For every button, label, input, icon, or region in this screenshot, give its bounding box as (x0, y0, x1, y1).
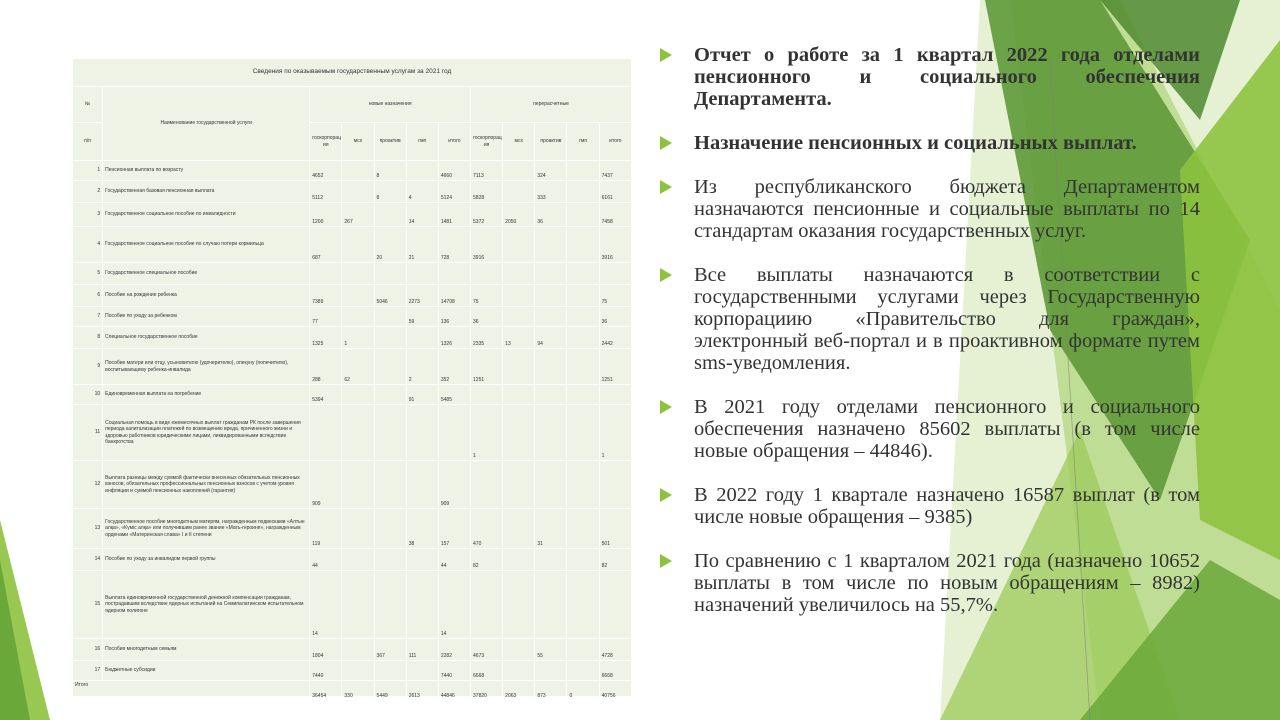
subheader-cell: мсх (342, 123, 374, 161)
service-name: Единовременная выплата на погребение (103, 385, 310, 405)
table-row (73, 549, 632, 571)
table-row (73, 461, 632, 509)
value-cell: 59 (406, 307, 438, 327)
value-cell (503, 639, 535, 661)
value-cell: 1251 (599, 349, 631, 385)
value-cell: 2273 (406, 285, 438, 307)
value-cell (503, 661, 535, 681)
value-cell: 6668 (599, 661, 631, 681)
value-cell (342, 661, 374, 681)
value-cell: 13 (503, 327, 535, 349)
value-cell: 7113 (471, 161, 503, 181)
total-value: 36454 (310, 681, 342, 701)
value-cell (342, 227, 374, 263)
value-cell (471, 263, 503, 285)
value-cell: 352 (438, 349, 470, 385)
total-row (73, 681, 632, 701)
value-cell: 324 (535, 161, 567, 181)
value-cell (503, 263, 535, 285)
value-cell (567, 509, 599, 549)
value-cell (567, 349, 599, 385)
bullet-arrow-icon (660, 180, 672, 194)
value-cell (342, 509, 374, 549)
table-row (73, 227, 632, 263)
bullet-item (660, 44, 1200, 110)
value-cell (471, 461, 503, 509)
service-name: Пособие по уходу за ребенком (103, 307, 310, 327)
value-cell (503, 571, 535, 639)
value-cell (535, 461, 567, 509)
value-cell (406, 161, 438, 181)
service-name: Бюджетные субсидии (103, 661, 310, 681)
value-cell (374, 549, 406, 571)
bullet-item (660, 264, 1200, 374)
value-cell (342, 639, 374, 661)
service-name: Пособия многодетным семьям (103, 639, 310, 661)
table-row (73, 161, 632, 181)
value-cell (471, 385, 503, 405)
table-row (73, 385, 632, 405)
value-cell: 1251 (471, 349, 503, 385)
subheader-cell: госкорпорац ия (471, 123, 503, 161)
value-cell (374, 307, 406, 327)
value-cell: 119 (310, 509, 342, 549)
table-row (73, 509, 632, 549)
value-cell (406, 571, 438, 639)
value-cell: 501 (599, 509, 631, 549)
value-cell (535, 571, 567, 639)
table-row (73, 203, 632, 227)
value-cell: 288 (310, 349, 342, 385)
value-cell (599, 461, 631, 509)
value-cell: 7437 (599, 161, 631, 181)
value-cell (535, 285, 567, 307)
header-new-assignments: новые назначения (310, 87, 471, 123)
value-cell: 2050 (503, 203, 535, 227)
value-cell: 36 (471, 307, 503, 327)
value-cell: 7389 (310, 285, 342, 307)
value-cell: 4660 (438, 161, 470, 181)
total-label: Итого (73, 681, 310, 701)
value-cell: 82 (471, 549, 503, 571)
row-number: 11 (73, 405, 103, 461)
row-number: 13 (73, 509, 103, 549)
value-cell (567, 661, 599, 681)
subheader-cell: проактив (374, 123, 406, 161)
value-cell: 75 (599, 285, 631, 307)
bullet-text: В 2022 году 1 квартале назначено 16587 выплат (в том числе новые обращения – 9385) (694, 484, 1200, 528)
value-cell: 1326 (438, 327, 470, 349)
row-number: 6 (73, 285, 103, 307)
service-name: Выплата разницы между суммой фактически внесенных обязательных пенсионных взносов, обязательных профессиональных пенсионных взносов с учетом уровня инфляции и суммой пенсионных накоплений (гарантия) (103, 461, 310, 509)
value-cell: 36 (599, 307, 631, 327)
value-cell (374, 661, 406, 681)
value-cell (535, 385, 567, 405)
value-cell: 44 (438, 549, 470, 571)
service-name: Пособие на рождение ребенка (103, 285, 310, 307)
value-cell (503, 549, 535, 571)
value-cell (406, 549, 438, 571)
row-number: 12 (73, 461, 103, 509)
value-cell (567, 285, 599, 307)
value-cell: 44 (310, 549, 342, 571)
value-cell (374, 509, 406, 549)
value-cell (599, 263, 631, 285)
value-cell: 909 (438, 461, 470, 509)
value-cell: 4673 (471, 639, 503, 661)
value-cell (567, 639, 599, 661)
bullet-text: В 2021 году отделами пенсионного и социального обеспечения назначено 85602 выплаты (в том числе новые обращения – 44846). (694, 396, 1200, 462)
value-cell (535, 263, 567, 285)
value-cell: 1 (599, 405, 631, 461)
bullet-text: Назначение пенсионных и социальных выплат. (694, 132, 1137, 154)
value-cell: 14 (310, 571, 342, 639)
services-table-image (72, 58, 632, 699)
value-cell: 36 (535, 203, 567, 227)
value-cell (406, 263, 438, 285)
value-cell: 75 (471, 285, 503, 307)
value-cell (567, 181, 599, 203)
value-cell (567, 161, 599, 181)
value-cell: 5046 (374, 285, 406, 307)
value-cell: 6668 (471, 661, 503, 681)
value-cell (342, 571, 374, 639)
value-cell (567, 461, 599, 509)
value-cell: 1481 (438, 203, 470, 227)
total-value: 330 (342, 681, 374, 701)
value-cell: 2282 (438, 639, 470, 661)
value-cell: 8 (374, 161, 406, 181)
value-cell (342, 405, 374, 461)
service-name: Пособие по уходу за инвалидом первой группы (103, 549, 310, 571)
value-cell (503, 385, 535, 405)
value-cell (503, 509, 535, 549)
service-name: Специальное государственное пособие (103, 327, 310, 349)
value-cell: 77 (310, 307, 342, 327)
value-cell (567, 263, 599, 285)
value-cell: 8 (374, 181, 406, 203)
value-cell: 728 (438, 227, 470, 263)
table-row (73, 181, 632, 203)
value-cell (342, 385, 374, 405)
value-cell: 2335 (471, 327, 503, 349)
value-cell (374, 327, 406, 349)
row-number: 9 (73, 349, 103, 385)
row-number: 16 (73, 639, 103, 661)
value-cell: 5828 (471, 181, 503, 203)
header-num: № (73, 87, 103, 123)
value-cell: 470 (471, 509, 503, 549)
value-cell (567, 327, 599, 349)
service-name: Пособие матери или отцу, усыновителю (удочерителю), опекуну (попечителю), воспитывающему ребенка-инвалида (103, 349, 310, 385)
header-service-name: Наименование государственной услуги (103, 87, 310, 161)
bullet-item (660, 132, 1200, 154)
row-number: 5 (73, 263, 103, 285)
subheader-cell: гмп (406, 123, 438, 161)
service-name: Выплата единовременной государственной денежной компенсации гражданам, пострадавшим вследствие ядерных испытаний на Семипалатинском испытательном ядерном полигоне (103, 571, 310, 639)
value-cell (535, 227, 567, 263)
value-cell: 5124 (438, 181, 470, 203)
value-cell: 38 (406, 509, 438, 549)
total-value: 2613 (406, 681, 438, 701)
total-value: 5449 (374, 681, 406, 701)
service-name: Государственное социальное пособие по инвалидности (103, 203, 310, 227)
value-cell: 14708 (438, 285, 470, 307)
value-cell (342, 263, 374, 285)
value-cell: 111 (406, 639, 438, 661)
value-cell (567, 571, 599, 639)
value-cell: 20 (374, 227, 406, 263)
services-table (72, 58, 632, 701)
row-number: 14 (73, 549, 103, 571)
value-cell (406, 661, 438, 681)
value-cell (567, 203, 599, 227)
value-cell: 4652 (310, 161, 342, 181)
value-cell (342, 461, 374, 509)
value-cell: 1804 (310, 639, 342, 661)
value-cell: 1 (342, 327, 374, 349)
bullet-text: Отчет о работе за 1 квартал 2022 года отделами пенсионного и социального обеспечения Департамента. (694, 44, 1200, 110)
value-cell (374, 263, 406, 285)
value-cell: 62 (342, 349, 374, 385)
bullet-text: Все выплаты назначаются в соответствии с государственными услугами через Государственную корпорациию «Правительство для граждан», электронный веб-портал и в проактивном формате путем sms-уведомления. (694, 264, 1200, 374)
service-name: Государственное специальное пособие (103, 263, 310, 285)
value-cell (374, 349, 406, 385)
bullet-arrow-icon (660, 400, 672, 414)
bullet-arrow-icon (660, 554, 672, 568)
value-cell (567, 385, 599, 405)
bullet-arrow-icon (660, 48, 672, 62)
value-cell: 91 (406, 385, 438, 405)
value-cell: 687 (310, 227, 342, 263)
row-number: 1 (73, 161, 103, 181)
value-cell: 55 (535, 639, 567, 661)
bullet-item (660, 176, 1200, 242)
value-cell (535, 549, 567, 571)
value-cell: 4728 (599, 639, 631, 661)
value-cell: 14 (438, 571, 470, 639)
subheader-cell: гмп (567, 123, 599, 161)
value-cell: 157 (438, 509, 470, 549)
value-cell (471, 571, 503, 639)
value-cell (599, 571, 631, 639)
value-cell (567, 307, 599, 327)
value-cell: 3916 (599, 227, 631, 263)
row-number: 4 (73, 227, 103, 263)
value-cell (503, 227, 535, 263)
value-cell: 909 (310, 461, 342, 509)
value-cell (374, 405, 406, 461)
table-row (73, 263, 632, 285)
service-name: Государственное пособие многодетным матерям, награжденным подвесками «Алтын алқа», «Күміс алқа» или получившим ранее звание «Мать-героиня», награжденным орденами «Материнская слава» I и II степени (103, 509, 310, 549)
row-number: 15 (73, 571, 103, 639)
table-row (73, 405, 632, 461)
value-cell (503, 405, 535, 461)
bullet-list (660, 44, 1200, 638)
value-cell (438, 405, 470, 461)
value-cell: 14 (406, 203, 438, 227)
bullet-item (660, 484, 1200, 528)
value-cell (438, 263, 470, 285)
value-cell (535, 661, 567, 681)
value-cell: 367 (374, 639, 406, 661)
row-number: 10 (73, 385, 103, 405)
value-cell (374, 203, 406, 227)
table-row (73, 639, 632, 661)
value-cell: 136 (438, 307, 470, 327)
table-row (73, 285, 632, 307)
value-cell (342, 181, 374, 203)
value-cell (342, 161, 374, 181)
value-cell: 1325 (310, 327, 342, 349)
value-cell (535, 405, 567, 461)
value-cell: 94 (535, 327, 567, 349)
value-cell (406, 461, 438, 509)
table-row (73, 327, 632, 349)
value-cell (535, 349, 567, 385)
value-cell: 7440 (438, 661, 470, 681)
value-cell (310, 405, 342, 461)
row-number: 7 (73, 307, 103, 327)
value-cell (374, 385, 406, 405)
table-row (73, 307, 632, 327)
value-cell: 5372 (471, 203, 503, 227)
value-cell: 7458 (599, 203, 631, 227)
row-number: 8 (73, 327, 103, 349)
total-value: 873 (535, 681, 567, 701)
table-row (73, 661, 632, 681)
total-value: 0 (567, 681, 599, 701)
value-cell (342, 549, 374, 571)
value-cell: 1200 (310, 203, 342, 227)
row-number: 3 (73, 203, 103, 227)
value-cell: 267 (342, 203, 374, 227)
subheader-cell: проактив (535, 123, 567, 161)
value-cell (503, 285, 535, 307)
value-cell (374, 571, 406, 639)
value-cell (503, 181, 535, 203)
value-cell (535, 307, 567, 327)
value-cell: 5112 (310, 181, 342, 203)
value-cell (406, 327, 438, 349)
service-name: Пенсионная выплата по возрасту (103, 161, 310, 181)
value-cell: 1 (471, 405, 503, 461)
value-cell (503, 161, 535, 181)
value-cell: 5394 (310, 385, 342, 405)
bullet-text: По сравнению с 1 кварталом 2021 года (назначено 10652 выплаты в том числе по новым обращениям – 8982) назначений увеличилось на 55,7%. (694, 550, 1200, 616)
value-cell: 2 (406, 349, 438, 385)
table-row (73, 571, 632, 639)
bullet-arrow-icon (660, 136, 672, 150)
value-cell: 6161 (599, 181, 631, 203)
bullet-arrow-icon (660, 488, 672, 502)
value-cell (406, 405, 438, 461)
value-cell (342, 307, 374, 327)
row-number: 2 (73, 181, 103, 203)
total-value: 37820 (471, 681, 503, 701)
table-row (73, 349, 632, 385)
total-value: 44846 (438, 681, 470, 701)
service-name: Государственная базовая пенсионная выплата (103, 181, 310, 203)
service-name: Социальная помощь в виде ежемесячных выплат гражданам РК после завершения периода капитализации платежей по возмещению вреда, причиненного жизни и здоровью работников юридическими лицами, ликвидированными вследствие банкротства (103, 405, 310, 461)
value-cell (567, 549, 599, 571)
subheader-cell: мсх (503, 123, 535, 161)
value-cell: 31 (535, 509, 567, 549)
value-cell: 4 (406, 181, 438, 203)
total-value: 40756 (599, 681, 631, 701)
value-cell: 7440 (310, 661, 342, 681)
value-cell (310, 263, 342, 285)
subheader-cell: итого (599, 123, 631, 161)
row-number: 17 (73, 661, 103, 681)
bullet-arrow-icon (660, 268, 672, 282)
subheader-cell: итого (438, 123, 470, 161)
bullet-text: Из республиканского бюджета Департаментом назначаются пенсионные и социальные выплаты по 14 стандартам оказания государственных услуг. (694, 176, 1200, 242)
value-cell (374, 461, 406, 509)
header-pp: п/п (73, 123, 103, 161)
value-cell (567, 405, 599, 461)
value-cell: 21 (406, 227, 438, 263)
value-cell (503, 349, 535, 385)
value-cell: 333 (535, 181, 567, 203)
subheader-cell: госкорпорац ия (310, 123, 342, 161)
value-cell (503, 307, 535, 327)
service-name: Государственное социальное пособие по случаю потери кормильца (103, 227, 310, 263)
value-cell (567, 227, 599, 263)
table-title: Сведения по оказываемым государственным услугам за 2021 год (73, 59, 632, 87)
value-cell: 3916 (471, 227, 503, 263)
value-cell (503, 461, 535, 509)
header-recalculations: перерасчетные (471, 87, 632, 123)
total-value: 2063 (503, 681, 535, 701)
value-cell: 2442 (599, 327, 631, 349)
value-cell (342, 285, 374, 307)
value-cell (599, 385, 631, 405)
value-cell: 5485 (438, 385, 470, 405)
bullet-item (660, 550, 1200, 616)
bullet-item (660, 396, 1200, 462)
value-cell: 82 (599, 549, 631, 571)
